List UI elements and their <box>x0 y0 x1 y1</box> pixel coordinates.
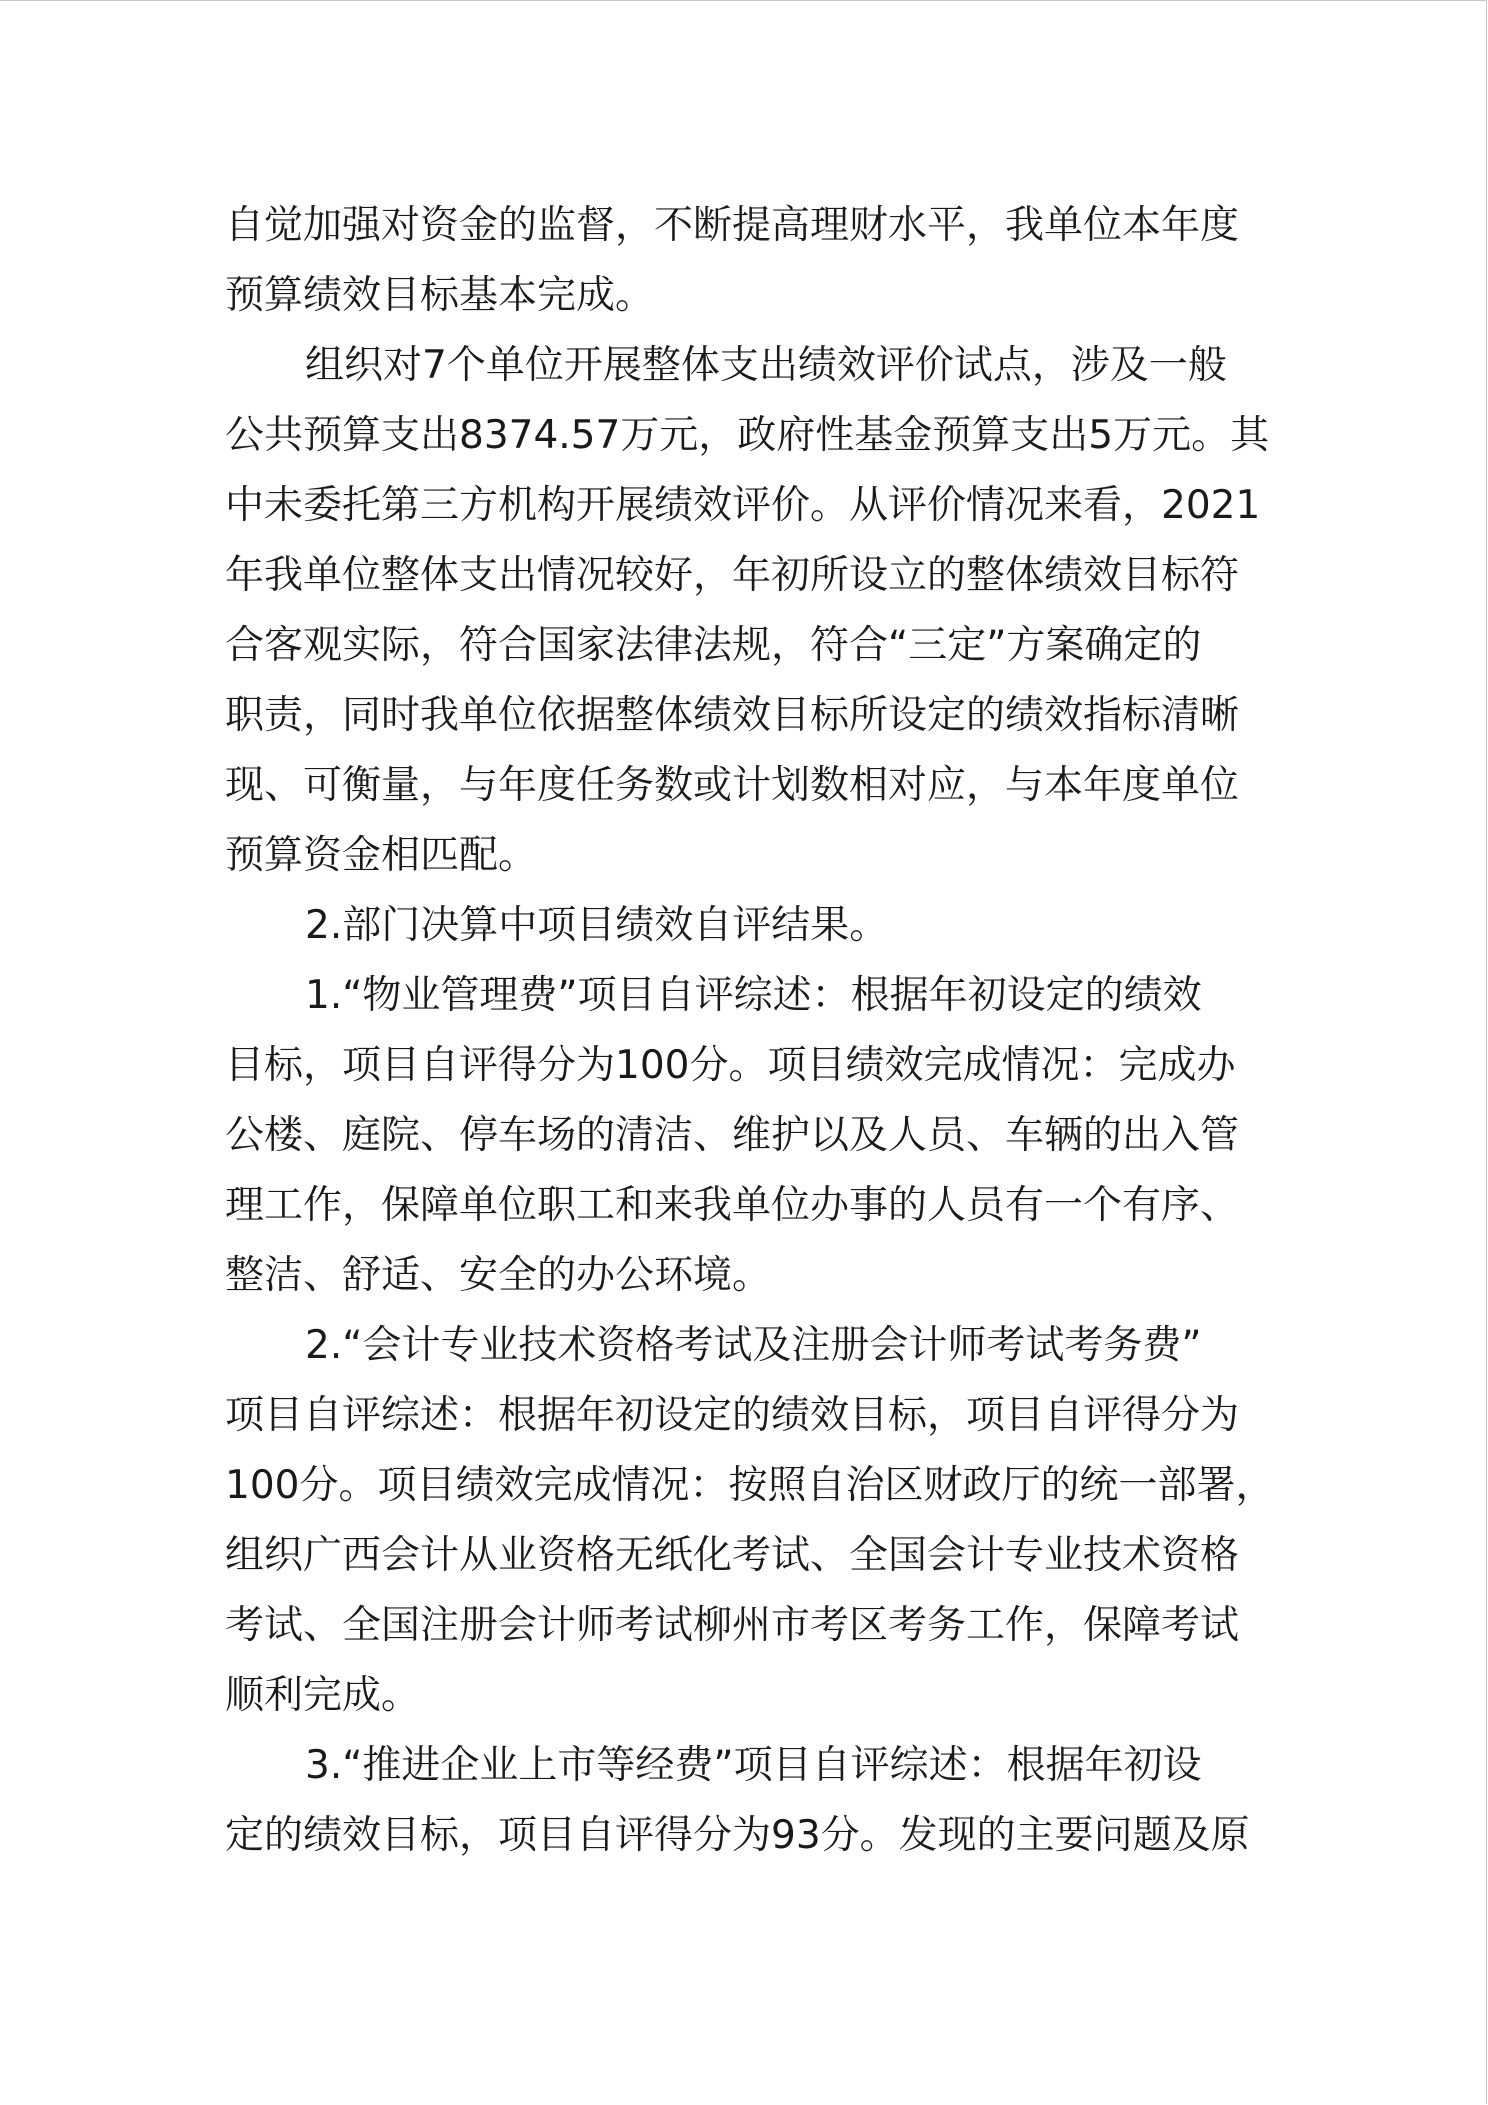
text-line: 年我单位整体支出情况较好，年初所设立的整体绩效目标符 <box>225 553 1240 598</box>
text-line: 100分。项目绩效完成情况：按照自治区财政厅的统一部署， <box>225 1463 1275 1508</box>
text-line: 组织广西会计从业资格无纸化考试、全国会计专业技术资格 <box>225 1533 1240 1578</box>
text-line: 目标，项目自评得分为100分。项目绩效完成情况：完成办 <box>225 1043 1236 1088</box>
section-heading: 2.部门决算中项目绩效自评结果。 <box>305 903 889 948</box>
text-line: 现、可衡量，与年度任务数或计划数相对应，与本年度单位 <box>225 763 1240 808</box>
text-line: 1.“物业管理费”项目自评综述：根据年初设定的绩效 <box>305 973 1202 1018</box>
document-body <box>225 191 1275 1871</box>
text-line: 项目自评综述：根据年初设定的绩效目标，项目自评得分为 <box>225 1393 1240 1438</box>
text-line: 组织对7个单位开展整体支出绩效评价试点，涉及一般 <box>305 343 1227 388</box>
text-line: 合客观实际，符合国家法律法规，符合“三定”方案确定的 <box>225 623 1202 668</box>
text-line: 理工作，保障单位职工和来我单位办事的人员有一个有序、 <box>225 1183 1240 1228</box>
text-line: 定的绩效目标，项目自评得分为93分。发现的主要问题及原 <box>225 1813 1250 1858</box>
text-line: 顺利完成。 <box>225 1673 421 1718</box>
text-line: 职责，同时我单位依据整体绩效目标所设定的绩效指标清晰 <box>225 693 1240 738</box>
text-line: 2.“会计专业技术资格考试及注册会计师考试考务费” <box>305 1323 1202 1368</box>
text-line: 3.“推进企业上市等经费”项目自评综述：根据年初设 <box>305 1743 1202 1788</box>
text-line: 预算绩效目标基本完成。 <box>225 273 655 318</box>
text-line: 自觉加强对资金的监督，不断提高理财水平，我单位本年度 <box>225 203 1240 248</box>
text-line: 考试、全国注册会计师考试柳州市考区考务工作，保障考试 <box>225 1603 1240 1648</box>
text-line: 整洁、舒适、安全的办公环境。 <box>225 1253 772 1298</box>
text-line: 公共预算支出8374.57万元，政府性基金预算支出5万元。其 <box>225 413 1270 458</box>
text-line: 公楼、庭院、停车场的清洁、维护以及人员、车辆的出入管 <box>225 1113 1240 1158</box>
text-line: 预算资金相匹配。 <box>225 833 538 878</box>
text-line: 中未委托第三方机构开展绩效评价。从评价情况来看，2021 <box>225 483 1261 528</box>
